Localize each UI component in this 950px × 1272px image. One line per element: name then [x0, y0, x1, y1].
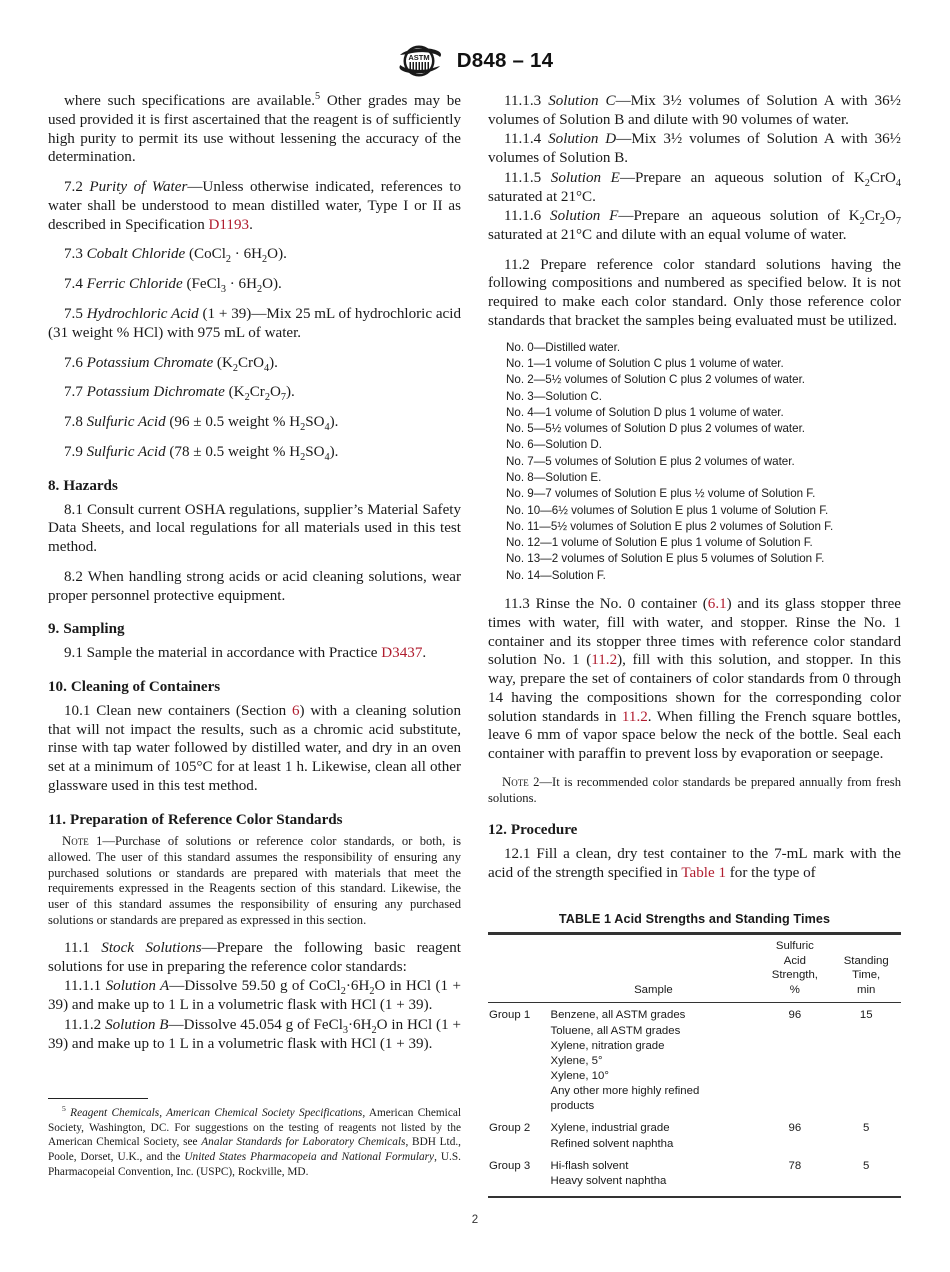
- list-item: No. 4—1 volume of Solution D plus 1 volume of water.: [506, 405, 784, 419]
- section-title: Solution B: [105, 1016, 169, 1033]
- section-text: —Mix 3½ volumes of Solution A with 36½ volumes of Solution B.: [488, 131, 901, 167]
- header-line: Sulfuric: [775, 940, 814, 952]
- section-7-7: [48, 383, 461, 402]
- section-12-1: [488, 845, 901, 883]
- section-text: —Prepare an aqueous solution of $K_2CrO_4$ saturated at 21°C.: [488, 169, 901, 205]
- section-number: 7.2: [64, 179, 83, 196]
- section-number: 11.1.2: [64, 1016, 102, 1033]
- section-number: 7.6: [64, 354, 83, 371]
- section-number: 11.1: [64, 940, 90, 957]
- list-item: No. 11—5½ volumes of Solution E plus 2 volumes of Solution F.: [506, 519, 834, 533]
- header-line: min: [857, 983, 876, 996]
- xref-11-2-b[interactable]: 11.2: [621, 708, 648, 725]
- section-title: Solution C: [548, 93, 616, 109]
- heading-title: Preparation of Reference Color Standards: [70, 811, 343, 828]
- section-text: —Prepare the following basic reagent solutions for use in preparing the reference color standards:: [48, 940, 461, 975]
- footnote-text-2: , BDH Ltd., Poole, Dorset, U.K., and the: [48, 1136, 461, 1164]
- list-item: No. 6—Solution D.: [506, 438, 603, 452]
- cell-group: Group 1: [489, 1009, 531, 1022]
- section-text: . When filling the French square bottles, leave 6 mm of vapor space below the neck of the bottle. Seal each container with paraffin to prevent loss by evaporation or seepage.: [488, 708, 901, 763]
- heading-title: Cleaning of Containers: [70, 678, 221, 695]
- section-text: Rinse the No. 0 container (: [535, 595, 708, 612]
- section-number: 11.1.5: [504, 169, 542, 186]
- section-title: Purity of Water: [89, 179, 188, 196]
- section-title: Potassium Chromate: [86, 354, 214, 371]
- list-item: No. 9—7 volumes of Solution E plus ½ volume of Solution F.: [506, 487, 816, 501]
- header-line: %: [789, 983, 800, 996]
- section-text: Fill a clean, dry test container to the 7-mL mark with the acid of the strength specified in: [488, 846, 901, 881]
- section-8-1: [48, 501, 461, 557]
- note-number: 1—: [88, 834, 116, 849]
- column-header-standing-time: [831, 935, 901, 1003]
- section-11-1: [48, 939, 461, 977]
- section-text-tail: ) with a cleaning solution that will not impact the results, such as a chromic acid substitute, rinse with tap water followed by distilled water, and dry in an oven set at a minimum of 105°C for at least 1 h. Likewise, clean all other glassware used in this test method.: [48, 702, 461, 794]
- list-item: No. 7—5 volumes of Solution E plus 2 volumes of water.: [506, 454, 795, 468]
- heading-number: 11.: [48, 811, 67, 828]
- section-11-1-5: [488, 169, 901, 207]
- sample-line: Xylene, 10°: [550, 1070, 609, 1082]
- section-number: 7.4: [64, 276, 83, 293]
- footnote-number: 5: [62, 1104, 66, 1114]
- section-number: 7.9: [64, 443, 83, 460]
- section-number: 7.5: [64, 306, 83, 323]
- chemical-formula: (78 ± 0.5 weight % $H_2SO_4$).: [169, 443, 339, 463]
- sample-line: Hi-flash solvent: [550, 1159, 629, 1172]
- sample-line: Heavy solvent naphtha: [550, 1174, 667, 1187]
- table-title: TABLE 1 Acid Strengths and Standing Times: [558, 912, 831, 926]
- sample-line: Xylene, industrial grade: [550, 1122, 670, 1135]
- section-11-1-4: [488, 130, 901, 168]
- section-title: Solution D: [548, 131, 617, 148]
- section-11-1-1: [48, 977, 461, 1015]
- section-number: 11.1.1: [64, 978, 102, 995]
- section-9-1: [48, 644, 461, 663]
- section-7-6: [48, 354, 461, 373]
- note-label: Note: [62, 834, 89, 849]
- header-line: Time,: [852, 969, 881, 982]
- cell-acid-strength: 78: [788, 1159, 802, 1172]
- footnote-italic-3: United States Pharmacopeia and National Formulary: [184, 1151, 435, 1164]
- footnote-italic-1: Reagent Chemicals, American Chemical Society Specifications,: [70, 1107, 366, 1119]
- section-title: Solution E: [550, 169, 620, 186]
- sample-line: Refined solvent naphtha: [550, 1137, 674, 1150]
- reference-color-standards-list: [488, 340, 901, 584]
- heading-title: Sampling: [63, 621, 125, 638]
- table-row: [488, 1003, 901, 1117]
- note-1: [48, 834, 461, 928]
- cell-standing-time: 5: [863, 1122, 870, 1135]
- section-11-1-6: [488, 207, 901, 245]
- list-item: No. 8—Solution E.: [506, 471, 602, 485]
- chemical-formula: (CoCl$_2$ · $6H_2O$).: [188, 246, 287, 266]
- section-text: ), fill with this solution, and stopper. In this way, prepare the set of containers of color standards from 0 through 14 having the compositions shown for the corresponding color solution standards in: [488, 652, 901, 725]
- section-text-tail: .: [422, 645, 427, 662]
- section-title: Stock Solutions: [101, 940, 202, 957]
- section-title: Ferric Chloride: [86, 276, 183, 293]
- xref-d3437[interactable]: D3437: [381, 645, 423, 662]
- page-header: [0, 44, 950, 78]
- column-header-group: [488, 935, 549, 1003]
- footnote-divider: [48, 1098, 148, 1099]
- chemical-formula: $(K_2CrO_4)$.: [216, 354, 278, 374]
- cell-acid-strength: 96: [788, 1122, 802, 1135]
- section-number: 10.1: [64, 702, 91, 719]
- section-11-3: [488, 595, 901, 764]
- section-7-9: [48, 443, 461, 462]
- table-row: [488, 1116, 901, 1153]
- section-number: 11.1.6: [504, 208, 542, 225]
- cell-standing-time: 15: [859, 1009, 873, 1022]
- heading-10-cleaning-of-containers: [48, 678, 461, 697]
- header-line: Standing: [843, 954, 889, 967]
- table-row: [488, 1154, 901, 1196]
- section-text: Clean new containers (Section: [96, 702, 292, 719]
- section-text: Sample the material in accordance with Practice: [86, 645, 382, 662]
- footnote-text-1: American Chemical Society, Washington, DC. For suggestions on the testing of reagents not listed by the American Chemical Society, see: [48, 1107, 461, 1149]
- section-number: 7.8: [64, 414, 83, 431]
- right-column: [488, 92, 901, 884]
- chemical-formula: (96 ± 0.5 weight % $H_2SO_4$).: [169, 414, 339, 434]
- note-text: Purchase of solutions or reference color standards, or both, is allowed. The user of this standard assumes the responsibility of ensuring any purchased solutions or standards are prepared with materials that meet the requirements expressed in the Reagents section of this standard. Likewise, the user of this standard assumes the responsibility of ensuring any purchased solutions or standards are prepared as expressed in this section.: [48, 834, 461, 927]
- section-title: Solution A: [105, 978, 170, 995]
- table-header-row: [488, 935, 901, 1003]
- section-10-1: [48, 702, 461, 796]
- footnote-text-3: , U.S. Pharmacopeial Convention, Inc. (USPC), Rockville, MD.: [48, 1151, 461, 1178]
- header-line: Acid: [783, 954, 806, 967]
- sample-line: Benzene, all ASTM grades: [550, 1009, 686, 1022]
- sample-line: products: [550, 1100, 595, 1113]
- table-1-container: [488, 912, 901, 1198]
- chemical-formula: $(K_2Cr_2O_7)$.: [228, 384, 295, 404]
- section-number: 8.1: [64, 501, 83, 518]
- section-number: 11.2: [504, 256, 530, 273]
- note-label: Note: [502, 775, 529, 790]
- section-title: Cobalt Chloride: [86, 246, 186, 263]
- section-number: 8.2: [64, 568, 83, 585]
- cell-acid-strength: 96: [788, 1009, 802, 1022]
- document-designation: D848 – 14: [456, 49, 554, 72]
- section-number: 11.1.3: [504, 93, 542, 109]
- sample-line: Toluene, all ASTM grades: [550, 1024, 681, 1037]
- cell-group: Group 3: [489, 1159, 531, 1172]
- list-item: No. 10—6½ volumes of Solution E plus 1 volume of Solution F.: [506, 503, 829, 517]
- heading-11-preparation-of-reference-color-standards: [48, 811, 461, 830]
- section-text: Consult current OSHA regulations, supplier’s Material Safety Data Sheets, and local regulations for all materials used in this test method.: [48, 501, 462, 556]
- section-7-5: [48, 305, 461, 343]
- section-title: Sulfuric Acid: [86, 443, 166, 460]
- section-text: —Prepare an aqueous solution of $K_2Cr_2O_7$ saturated at 21°C and dilute with an equal volume of water.: [488, 208, 902, 243]
- section-text: (1 + 39)—Mix 25 mL of hydrochloric acid (31 weight % HCl) with 975 mL of water.: [48, 306, 461, 341]
- section-text: —Dissolve 45.054 g of $FeCl_3\cdot 6H_2O$ in HCl (1 + 39) and make up to 1 L in a volumetric flask with HCl (1 + 39).: [48, 1016, 462, 1052]
- section-7-4: [48, 275, 461, 294]
- section-title: Hydrochloric Acid: [86, 306, 199, 323]
- section-7-8: [48, 413, 461, 432]
- heading-12-procedure: [488, 821, 901, 840]
- column-header-acid-strength: [758, 935, 831, 1003]
- section-8-2: [48, 568, 461, 606]
- section-title: Sulfuric Acid: [86, 414, 166, 431]
- heading-number: 12.: [488, 822, 507, 839]
- cell-samples: [549, 1003, 759, 1117]
- heading-title: Hazards: [63, 477, 118, 494]
- section-11-2: [488, 256, 901, 331]
- section-number: 7.7: [64, 384, 83, 401]
- table-bottom-rule: [488, 1196, 901, 1198]
- chemical-formula: (FeCl$_3$ · $6H_2O$).: [186, 276, 282, 296]
- cell-standing-time: 5: [863, 1159, 870, 1172]
- list-item: No. 5—5½ volumes of Solution D plus 2 volumes of water.: [506, 422, 806, 436]
- section-11-1-2: [48, 1016, 461, 1054]
- svg-text:ASTM: ASTM: [408, 53, 430, 62]
- header-line: Strength,: [771, 969, 818, 982]
- para-text-part1: where such specifications are available.: [64, 93, 316, 109]
- xref-section-6[interactable]: 6: [292, 702, 300, 719]
- column-header-sample: Sample: [634, 983, 673, 996]
- sample-line: Xylene, 5°: [550, 1054, 603, 1067]
- page-number: 2: [471, 1214, 479, 1226]
- section-text: When handling strong acids or acid cleaning solutions, wear proper personnel protective equipment.: [48, 568, 462, 604]
- sample-line: Xylene, nitration grade: [550, 1039, 665, 1052]
- heading-number: 9.: [48, 621, 60, 638]
- paragraph-continued: [48, 92, 461, 167]
- left-column: [48, 92, 461, 1054]
- footnote-area: [48, 1098, 461, 1179]
- section-title: Potassium Dichromate: [86, 384, 225, 401]
- list-item: No. 12—1 volume of Solution E plus 1 volume of Solution F.: [506, 536, 813, 550]
- section-text: Prepare reference color standard solutions having the following compositions and numbered as specified below. It is not required to make each color standard. Only those reference color standards that bracket the samples being evaluated must be utilized.: [488, 256, 901, 329]
- heading-number: 8.: [48, 477, 60, 494]
- cell-group: Group 2: [489, 1122, 531, 1135]
- heading-number: 10.: [48, 678, 67, 695]
- cell-samples: [549, 1154, 759, 1196]
- section-text-tail: for the type of: [726, 865, 816, 881]
- section-number: 11.3: [504, 595, 530, 612]
- sample-line: Any other more highly refined: [550, 1085, 700, 1098]
- footnote-marker: 5: [315, 90, 321, 102]
- section-7-3: [48, 245, 461, 264]
- section-text: —Dissolve 59.50 g of $CoCl_2\cdot 6H_2O$ in HCl (1 + 39) and make up to 1 L in a volumetric flask with HCl (1 + 39).: [48, 978, 461, 1014]
- section-text-tail: .: [249, 216, 253, 233]
- para-text-part2: Other grades may be used provided it is first ascertained that the reagent is of sufficiently high purity to permit its use without lessening the accuracy of the determination.: [48, 93, 461, 166]
- note-number: 2—: [528, 775, 553, 790]
- list-item: No. 0—Distilled water.: [506, 340, 621, 354]
- list-item: No. 1—1 volume of Solution C plus 1 volume of water.: [506, 357, 784, 371]
- section-11-1-3: [488, 92, 901, 130]
- section-number: 12.1: [504, 846, 531, 863]
- xref-11-2-a[interactable]: 11.2: [591, 652, 618, 669]
- heading-title: Procedure: [510, 822, 578, 839]
- section-7-2: [48, 178, 461, 234]
- xref-6-1[interactable]: 6.1: [707, 595, 727, 612]
- note-2: [488, 775, 901, 806]
- section-number: 7.3: [64, 246, 83, 263]
- section-text: —Mix 3½ volumes of Solution A with 36½ volumes of Solution B and dilute with 90 volumes of water.: [488, 93, 901, 128]
- footnote-5: [48, 1106, 461, 1179]
- xref-table-1[interactable]: Table 1: [681, 865, 726, 881]
- footnote-italic-2: Analar Standards for Laboratory Chemicals: [201, 1136, 406, 1149]
- astm-logo-icon: [397, 44, 443, 78]
- table-acid-strengths-and-standing-times: [488, 932, 901, 1196]
- list-item: No. 3—Solution C.: [506, 389, 603, 403]
- note-text: It is recommended color standards be prepared annually from fresh solutions.: [488, 775, 902, 805]
- section-number: 11.1.4: [504, 131, 542, 148]
- list-item: No. 13—2 volumes of Solution E plus 5 volumes of Solution F.: [506, 552, 825, 566]
- heading-9-sampling: [48, 620, 461, 639]
- section-title: Solution F: [550, 208, 619, 225]
- section-number: 9.1: [64, 645, 83, 662]
- cell-samples: [549, 1116, 759, 1153]
- list-item: No. 14—Solution F.: [506, 568, 606, 582]
- section-text: ) and its glass stopper three times with water, fill with water, and stopper. Rinse the No. 1 container and its stopper three times with reference color standard solution No. 1 (: [488, 595, 902, 669]
- list-item: No. 2—5½ volumes of Solution C plus 2 volumes of water.: [506, 373, 806, 387]
- section-text: —Unless otherwise indicated, references to water shall be understood to mean distilled water, Type I or II as described in Specification: [48, 179, 461, 233]
- heading-8-hazards: [48, 477, 461, 496]
- xref-d1193[interactable]: D1193: [208, 216, 250, 233]
